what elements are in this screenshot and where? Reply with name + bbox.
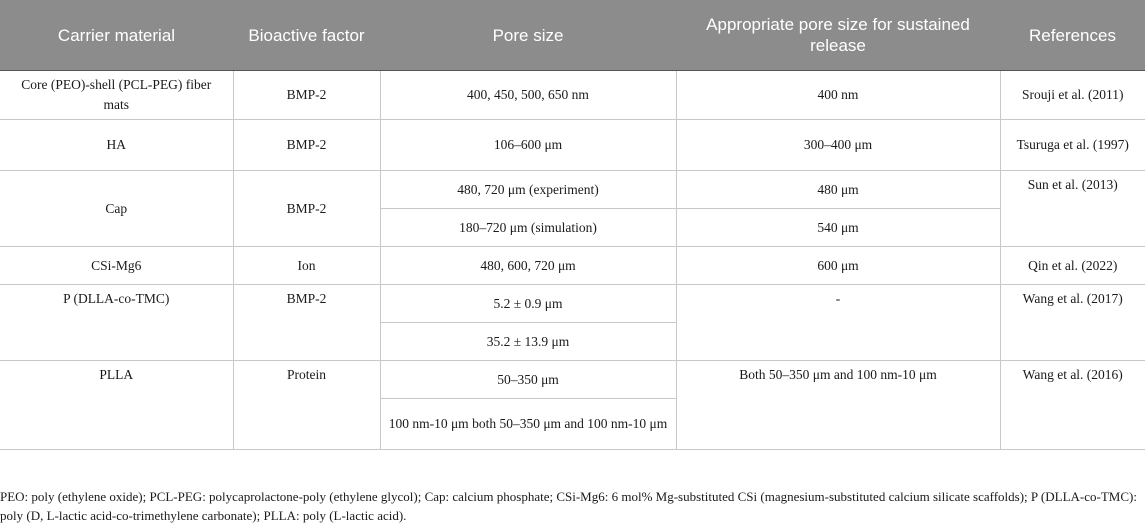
cell-reference: Sun et al. (2013) bbox=[1000, 171, 1145, 247]
table-row bbox=[0, 120, 1145, 171]
table-row bbox=[0, 361, 1145, 399]
cell-appropriate: 600 μm bbox=[676, 247, 1000, 285]
cell-pore: 50–350 μm bbox=[380, 361, 676, 399]
cell-appropriate: - bbox=[676, 285, 1000, 361]
cell-pore: 480, 720 μm (experiment) bbox=[380, 171, 676, 209]
cell-pore: 180–720 μm (simulation) bbox=[380, 209, 676, 247]
header-row bbox=[0, 0, 1145, 71]
cell-appropriate: 300–400 μm bbox=[676, 120, 1000, 171]
cell-appropriate: 480 μm bbox=[676, 171, 1000, 209]
cell-carrier: P (DLLA-co-TMC) bbox=[0, 285, 233, 361]
header-appropriate-pore-size: Appropriate pore size for sustained release bbox=[676, 0, 1000, 71]
cell-factor: Protein bbox=[233, 361, 380, 450]
cell-carrier: Core (PEO)-shell (PCL-PEG) fiber mats bbox=[0, 71, 233, 120]
header-bioactive-factor: Bioactive factor bbox=[233, 0, 380, 71]
table-row bbox=[0, 171, 1145, 209]
cell-factor: BMP-2 bbox=[233, 71, 380, 120]
cell-carrier: Cap bbox=[0, 171, 233, 247]
header-pore-size: Pore size bbox=[380, 0, 676, 71]
cell-carrier: PLLA bbox=[0, 361, 233, 450]
cell-pore: 400, 450, 500, 650 nm bbox=[380, 71, 676, 120]
cell-reference: Wang et al. (2016) bbox=[1000, 361, 1145, 450]
cell-factor: BMP-2 bbox=[233, 120, 380, 171]
cell-factor: Ion bbox=[233, 247, 380, 285]
cell-factor: BMP-2 bbox=[233, 171, 380, 247]
cell-appropriate: 400 nm bbox=[676, 71, 1000, 120]
cell-reference: Wang et al. (2017) bbox=[1000, 285, 1145, 361]
cell-carrier: HA bbox=[0, 120, 233, 171]
cell-pore: 100 nm-10 μm both 50–350 μm and 100 nm-10 μm bbox=[380, 399, 676, 450]
cell-reference: Tsuruga et al. (1997) bbox=[1000, 120, 1145, 171]
table-row bbox=[0, 71, 1145, 120]
header-references: References bbox=[1000, 0, 1145, 71]
cell-carrier: CSi-Mg6 bbox=[0, 247, 233, 285]
cell-reference: Srouji et al. (2011) bbox=[1000, 71, 1145, 120]
table-footnote: PEO: poly (ethylene oxide); PCL-PEG: polycaprolactone-poly (ethylene glycol); Cap: calcium phosphate; CSi-Mg6: 6 mol% Mg-substituted CSi (magnesium-substituted calcium silicate scaffolds); P (DLLA-co-TMC): poly (D, L-lactic acid-co-trimethylene carbonate); PLLA: poly (L-lactic acid). bbox=[0, 489, 1137, 523]
cell-pore: 480, 600, 720 μm bbox=[380, 247, 676, 285]
table-row bbox=[0, 285, 1145, 323]
table-row bbox=[0, 247, 1145, 285]
cell-reference: Qin et al. (2022) bbox=[1000, 247, 1145, 285]
cell-appropriate: Both 50–350 μm and 100 nm-10 μm bbox=[676, 361, 1000, 450]
header-carrier-material: Carrier material bbox=[0, 0, 233, 71]
cell-appropriate: 540 μm bbox=[676, 209, 1000, 247]
cell-pore: 5.2 ± 0.9 μm bbox=[380, 285, 676, 323]
cell-pore: 35.2 ± 13.9 μm bbox=[380, 323, 676, 361]
cell-factor: BMP-2 bbox=[233, 285, 380, 361]
cell-pore: 106–600 μm bbox=[380, 120, 676, 171]
